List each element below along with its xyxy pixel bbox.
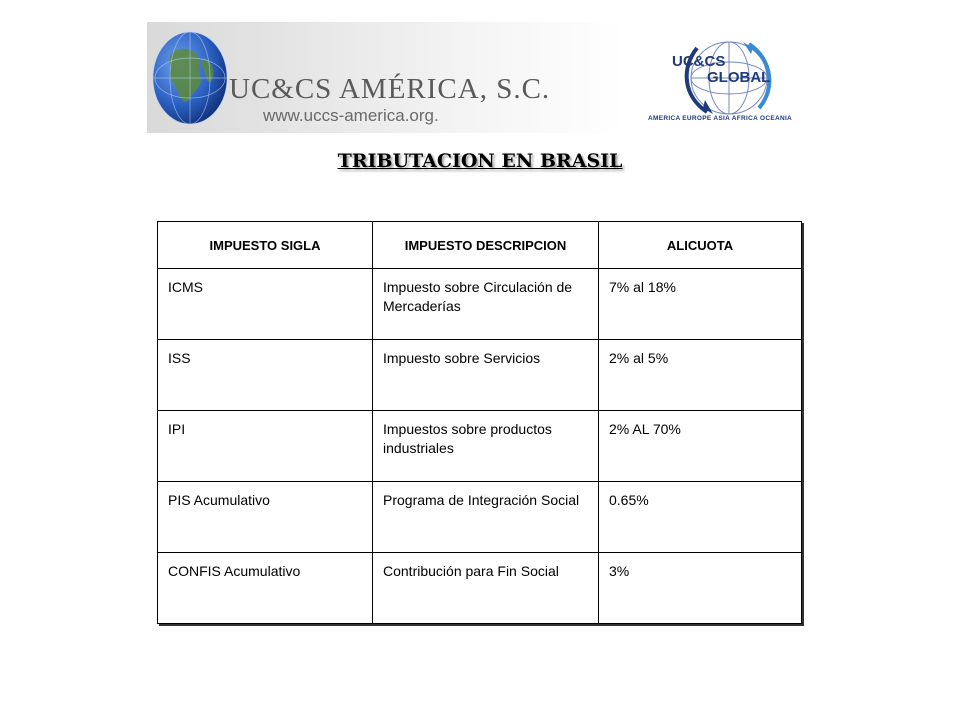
cell-sigla: ISS <box>158 340 373 411</box>
company-url: www.uccs-america.org. <box>263 106 439 125</box>
cell-sigla: ICMS <box>158 269 373 340</box>
table-row <box>158 340 802 411</box>
cell-descripcion: Impuesto sobre Servicios <box>373 340 599 411</box>
cell-alicuota: 2% AL 70% <box>599 411 802 482</box>
table-row <box>158 411 802 482</box>
cell-alicuota: 2% al 5% <box>599 340 802 411</box>
globe-icon <box>150 28 230 128</box>
cell-alicuota: 3% <box>599 553 802 624</box>
cell-descripcion: Impuestos sobre productos industriales <box>373 411 599 482</box>
cell-sigla: PIS Acumulativo <box>158 482 373 553</box>
tax-table <box>157 221 802 624</box>
cell-descripcion: Programa de Integración Social <box>373 482 599 553</box>
table-row <box>158 482 802 553</box>
cell-descripcion: Contribución para Fin Social <box>373 553 599 624</box>
cell-sigla: CONFIS Acumulativo <box>158 553 373 624</box>
company-name: UC&CS AMÉRICA, S.C. <box>229 73 551 105</box>
header-sigla: IMPUESTO SIGLA <box>158 222 373 269</box>
page-title: TRIBUTACION EN BRASIL <box>337 150 623 172</box>
logo-word-global: GLOBAL <box>707 69 771 86</box>
cell-alicuota: 7% al 18% <box>599 269 802 340</box>
table-header-row <box>158 222 802 269</box>
header-alicuota: ALICUOTA <box>599 222 802 269</box>
logo-regions: AMERICA EUROPE ASIA AFRICA OCEANIA <box>648 115 793 122</box>
logo-word-uccs: UC&CS <box>672 53 726 70</box>
uccs-global-logo <box>645 38 795 128</box>
table-row <box>158 553 802 624</box>
cell-sigla: IPI <box>158 411 373 482</box>
cell-alicuota: 0.65% <box>599 482 802 553</box>
uccs-america-logo <box>147 22 625 133</box>
cell-descripcion: Impuesto sobre Circulación de Mercaderías <box>373 269 599 340</box>
table-row <box>158 269 802 340</box>
header-descripcion: IMPUESTO DESCRIPCION <box>373 222 599 269</box>
